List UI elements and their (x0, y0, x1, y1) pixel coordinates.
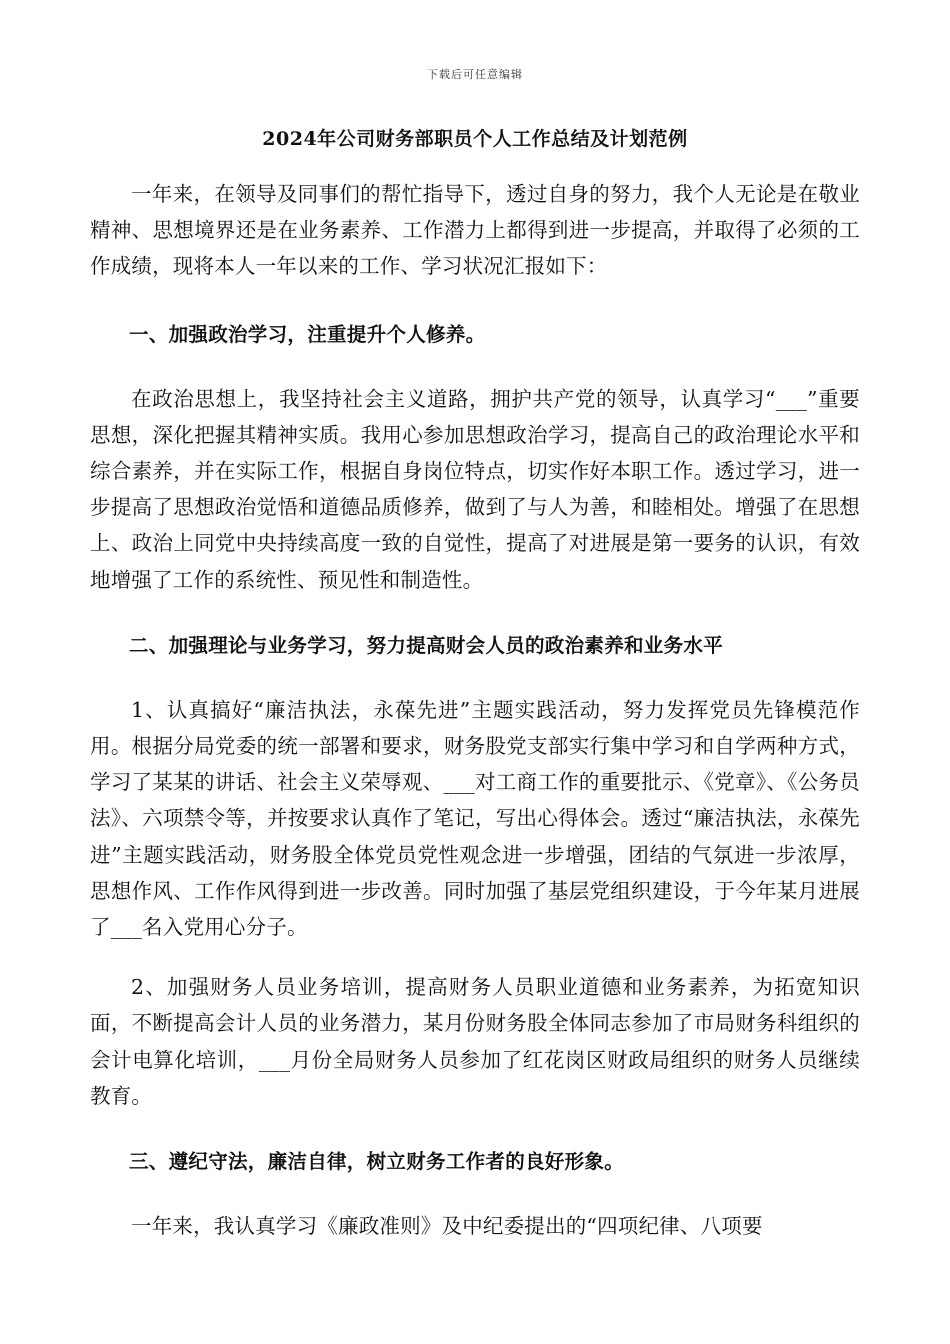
header-note: 下载后可任意编辑 (427, 68, 523, 81)
document-title: 2024年公司财务部职员个人工作总结及计划范例 (262, 128, 688, 150)
section-heading-3: 三、遵纪守法，廉洁自律，树立财务工作者的良好形象。 (129, 1150, 625, 1174)
section-3-paragraph-1: 一年来，我认真学习《廉政准则》及中纪委提出的“四项纪律、八项要 (131, 1214, 763, 1239)
section-1-paragraph-1: 在政治思想上，我坚持社会主义道路，拥护共产党的领导，认真学习“___”重要思想，深化把握其精神实质。我用心参加思想政治学习，提高自己的政治理论水平和综合素养，并在实际工作，根据自身岗位特点，切实作好本职工作。透过学习，进一步提高了思想政治觉悟和道德品质修养，做到了与人为善，和睦相处。增强了在思想上、政治上同党中央持续高度一致的自觉性，提高了对进展是第一要务的认识，有效地增强了工作的系统性、预见性和制造性。 (90, 386, 860, 592)
section-2-paragraph-2: 2、加强财务人员业务培训，提高财务人员职业道德和业务素养，为拓宽知识面，不断提高会计人员的业务潜力，某月份财务股全体同志参加了市局财务科组织的会计电算化培训，___月份全局财务人员参加了红花岗区财政局组织的财务人员继续教育。 (90, 975, 860, 1108)
section-heading-1: 一、加强政治学习，注重提升个人修养。 (129, 322, 486, 346)
document-body (90, 176, 860, 1244)
section-heading-2: 二、加强理论与业务学习，努力提高财会人员的政治素养和业务水平 (129, 633, 724, 657)
intro-paragraph: 一年来，在领导及同事们的帮忙指导下，透过自身的努力，我个人无论是在敬业精神、思想境界还是在业务素养、工作潜力上都得到进一步提高，并取得了必须的工作成绩，现将本人一年以来的工作、学习状况汇报如下： (90, 182, 860, 279)
section-2-paragraph-1: 1、认真搞好“廉洁执法，永葆先进”主题实践活动，努力发挥党员先锋模范作用。根据分局党委的统一部署和要求，财务股党支部实行集中学习和自学两种方式，学习了某某的讲话、社会主义荣辱观、___对工商工作的重要批示、《党章》、《公务员法》、六项禁令等，并按要求认真作了笔记，写出心得体会。透过“廉洁执法，永葆先进”主题实践活动，财务股全体党员党性观念进一步增强，团结的气氛进一步浓厚，思想作风、工作作风得到进一步改善。同时加强了基层党组织建设，于今年某月进展了___名入党用心分子。 (90, 697, 860, 940)
